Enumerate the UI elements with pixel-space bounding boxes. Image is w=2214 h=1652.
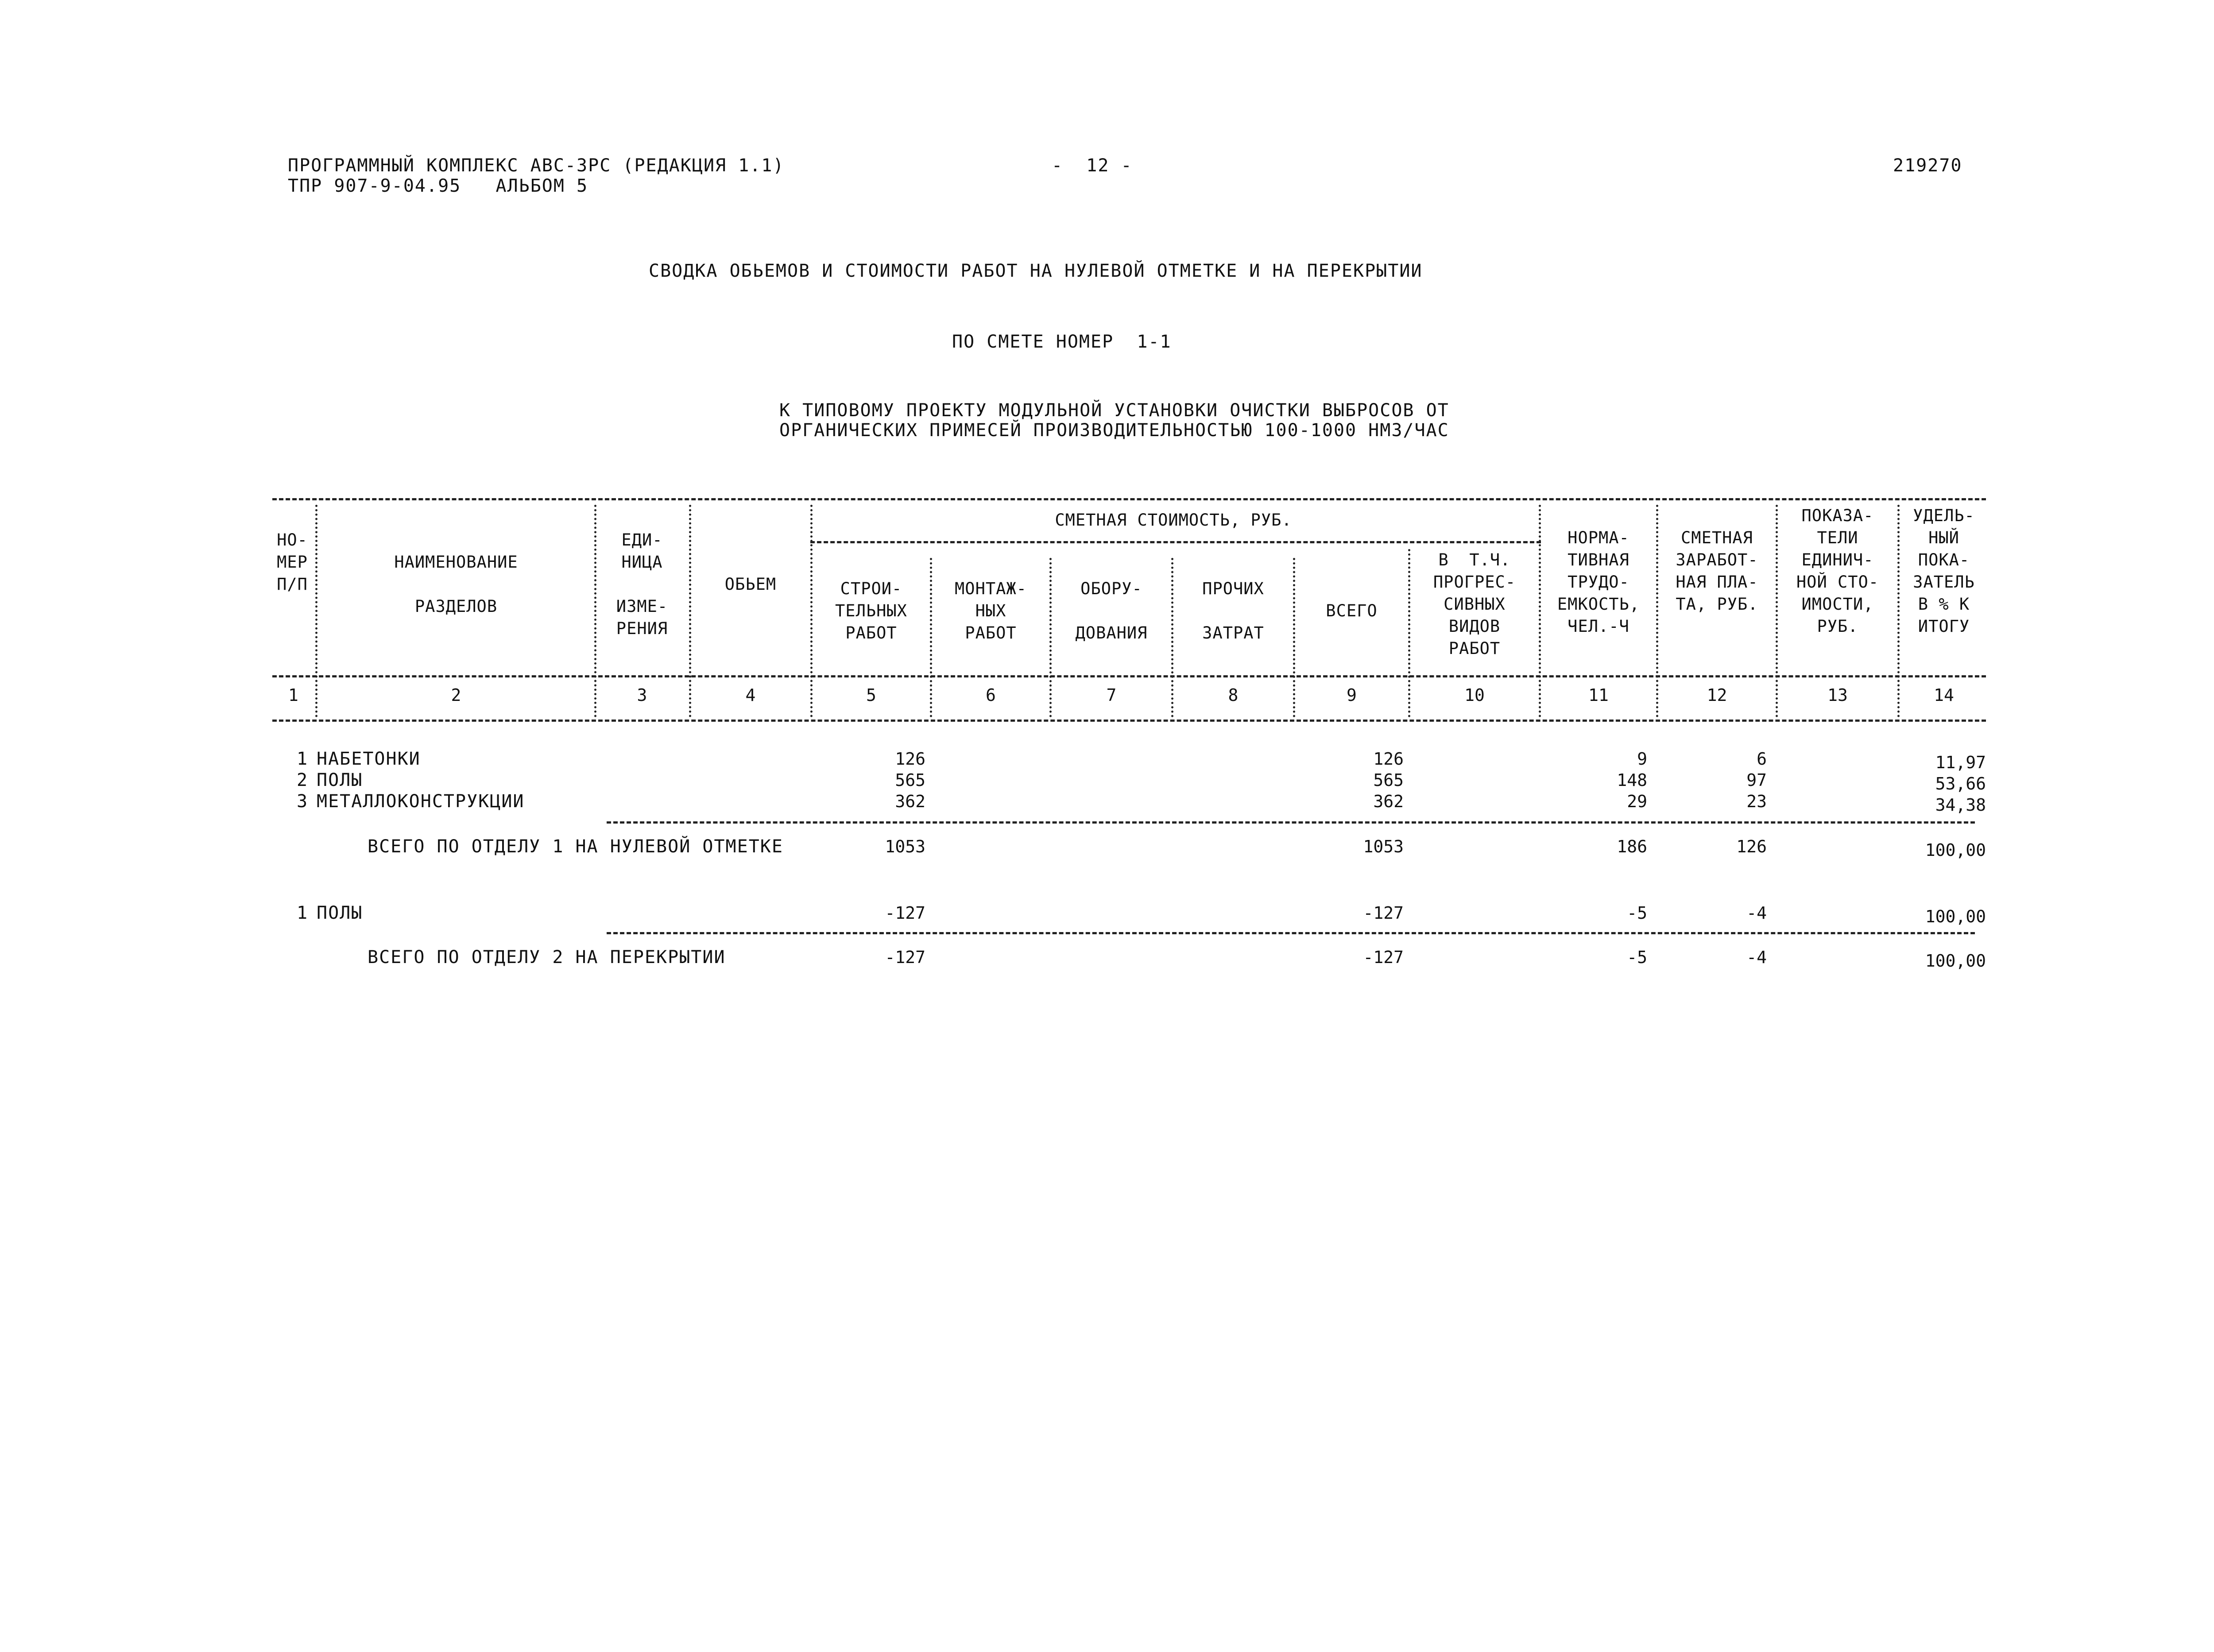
- header-bottom-rule: [272, 675, 1986, 677]
- col-header-progressive: В Т.Ч. ПРОГРЕС- СИВНЫХ ВИДОВ РАБОТ: [1433, 550, 1516, 658]
- row-number: 1: [297, 903, 309, 923]
- section1-total-labor: 186: [1617, 837, 1647, 856]
- col-header-equipment: ОБОРУ- ДОВАНИЯ: [1075, 579, 1148, 642]
- col-header-total: ВСЕГО: [1326, 601, 1378, 620]
- row-name: ПОЛЫ: [317, 770, 363, 790]
- section2-total-wages: -4: [1746, 948, 1767, 967]
- col-number: 12: [1707, 685, 1727, 705]
- row-labor: 9: [1637, 749, 1647, 769]
- group-header-estimated-cost: СМЕТНАЯ СТОИМОСТЬ, РУБ.: [1055, 511, 1292, 530]
- col-number: 5: [866, 685, 876, 705]
- row-share: 34,38: [1935, 795, 1986, 815]
- row-number: 2: [297, 770, 309, 790]
- row-share: 53,66: [1935, 774, 1986, 793]
- row-total-cost: -127: [1363, 903, 1404, 923]
- row-labor: 29: [1627, 792, 1647, 811]
- col-number: 6: [986, 685, 996, 705]
- project-reference: ТПР 907-9-04.95 АЛЬБОМ 5: [288, 176, 588, 196]
- row-number: 3: [297, 791, 309, 812]
- col-header-construction: СТРОИ- ТЕЛЬНЫХ РАБОТ: [835, 579, 907, 642]
- col-number: 11: [1588, 685, 1609, 705]
- project-description-line1: К ТИПОВОМУ ПРОЕКТУ МОДУЛЬНОЙ УСТАНОВКИ ОЧИСТКИ ВЫБРОСОВ ОТ: [779, 400, 1449, 421]
- row-share: 100,00: [1925, 907, 1986, 926]
- row-name: МЕТАЛЛОКОНСТРУКЦИИ: [317, 791, 525, 812]
- col-number: 1: [288, 685, 298, 705]
- section2-total-labor: -5: [1627, 948, 1647, 967]
- col-header-labor: НОРМА- ТИВНАЯ ТРУДО- ЕМКОСТЬ, ЧЕЛ.-Ч: [1557, 528, 1640, 636]
- section1-total-cost: 1053: [1363, 837, 1404, 856]
- col-header-share: УДЕЛЬ- НЫЙ ПОКА- ЗАТЕЛЬ В % К ИТОГУ: [1913, 506, 1975, 636]
- row-construction-cost: -127: [885, 903, 925, 923]
- row-wages: 97: [1746, 770, 1767, 790]
- row-share: 11,97: [1935, 753, 1986, 772]
- col-number: 2: [451, 685, 461, 705]
- col-header-unit: ЕДИ- НИЦА ИЗМЕ- РЕНИЯ: [616, 530, 668, 638]
- section2-total-construction: -127: [885, 948, 925, 967]
- table-top-rule: [272, 498, 1986, 500]
- column-separator: [315, 505, 317, 717]
- col-header-volume: ОБЬЕМ: [724, 575, 777, 594]
- section1-total-share: 100,00: [1925, 840, 1986, 860]
- col-number: 10: [1464, 685, 1485, 705]
- col-number: 3: [637, 685, 647, 705]
- col-number: 14: [1934, 685, 1954, 705]
- row-wages: -4: [1746, 903, 1767, 923]
- col-header-installation: МОНТАЖ- НЫХ РАБОТ: [955, 579, 1027, 642]
- col-number: 7: [1106, 685, 1117, 705]
- col-number: 8: [1228, 685, 1239, 705]
- section2-total-label: ВСЕГО ПО ОТДЕЛУ 2 НА ПЕРЕКРЫТИИ: [368, 947, 726, 967]
- row-total-cost: 362: [1373, 792, 1404, 811]
- col-header-unit-cost: ПОКАЗА- ТЕЛИ ЕДИНИЧ- НОЙ СТО- ИМОСТИ, РУБ.: [1796, 506, 1879, 636]
- col-header-name: НАИМЕНОВАНИЕ РАЗДЕЛОВ: [394, 553, 518, 616]
- group-header-rule: [810, 541, 1541, 543]
- row-construction-cost: 126: [895, 749, 925, 769]
- col-number: 4: [745, 685, 756, 705]
- estimate-number: ПО СМЕТЕ НОМЕР 1-1: [952, 332, 1172, 352]
- row-labor: -5: [1627, 903, 1647, 923]
- row-name: ПОЛЫ: [317, 903, 363, 923]
- project-description-line2: ОРГАНИЧЕСКИХ ПРИМЕСЕЙ ПРОИЗВОДИТЕЛЬНОСТЬЮ 100-1000 НМ3/ЧАС: [779, 420, 1449, 441]
- col-number: 9: [1347, 685, 1357, 705]
- row-total-cost: 126: [1373, 749, 1404, 769]
- col-number: 13: [1827, 685, 1848, 705]
- section2-subtotal-rule: [607, 932, 1975, 934]
- col-header-other: ПРОЧИХ ЗАТРАТ: [1202, 579, 1264, 642]
- row-wages: 6: [1757, 749, 1767, 769]
- document-title: СВОДКА ОБЬЕМОВ И СТОИМОСТИ РАБОТ НА НУЛЕВОЙ ОТМЕТКЕ И НА ПЕРЕКРЫТИИ: [649, 261, 1423, 281]
- section1-total-construction: 1053: [885, 837, 925, 856]
- row-labor: 148: [1617, 770, 1647, 790]
- section1-total-label: ВСЕГО ПО ОТДЕЛУ 1 НА НУЛЕВОЙ ОТМЕТКЕ: [368, 836, 783, 857]
- col-header-wages: СМЕТНАЯ ЗАРАБОТ- НАЯ ПЛА- ТА, РУБ.: [1676, 528, 1758, 614]
- row-construction-cost: 565: [895, 770, 925, 790]
- col-header-number: НО- МЕР П/П: [277, 530, 308, 594]
- section2-total-cost: -127: [1363, 948, 1404, 967]
- row-wages: 23: [1746, 792, 1767, 811]
- row-name: НАБЕТОНКИ: [317, 749, 421, 769]
- program-name: ПРОГРАММНЫЙ КОМПЛЕКС АВС-3РС (РЕДАКЦИЯ 1.1): [288, 155, 785, 176]
- row-number: 1: [297, 749, 309, 769]
- section2-total-share: 100,00: [1925, 951, 1986, 971]
- column-numbers-bottom-rule: [272, 720, 1986, 722]
- row-construction-cost: 362: [895, 792, 925, 811]
- page-number: - 12 -: [1052, 155, 1133, 176]
- row-total-cost: 565: [1373, 770, 1404, 790]
- section1-subtotal-rule: [607, 821, 1975, 824]
- section1-total-wages: 126: [1736, 837, 1767, 856]
- document-code: 219270: [1893, 155, 1962, 176]
